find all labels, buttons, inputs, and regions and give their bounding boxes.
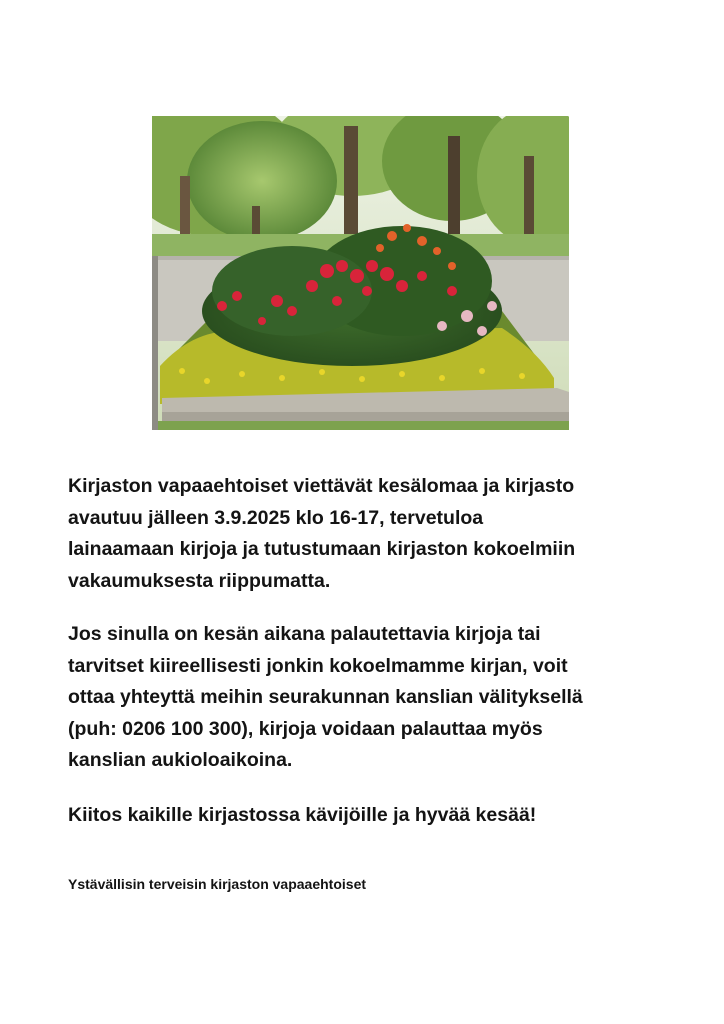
paragraph-line: avautuu jälleen 3.9.2025 klo 16-17, tervetuloa — [68, 506, 484, 529]
flowerbed-photo — [152, 116, 569, 430]
signature: Ystävällisin terveisin kirjaston vapaaehtoiset — [68, 876, 367, 892]
paragraph-line: Kirjaston vapaaehtoiset viettävät kesälomaa ja kirjasto — [68, 475, 575, 497]
paragraph-return-info — [68, 619, 668, 777]
paragraph-line: Kiitos kaikille kirjastossa kävijöille ja hyvää kesää! — [68, 804, 537, 826]
paragraph-reopening-info — [68, 471, 668, 597]
paragraph-thanks — [68, 800, 668, 832]
paragraph-line: vakaumuksesta riippumatta. — [68, 569, 331, 592]
paragraph-line: kanslian aukioloaikoina. — [68, 749, 293, 771]
paragraph-line: (puh: 0206 100 300), kirjoja voidaan palauttaa myös — [68, 717, 543, 740]
paragraph-line: Jos sinulla on kesän aikana palautettavia kirjoja tai — [68, 623, 541, 645]
paragraph-line: tarvitset kiireellisesti jonkin kokoelmamme kirjan, voit — [68, 654, 568, 677]
paragraph-line: lainaamaan kirjoja ja tutustumaan kirjaston kokoelmiin — [68, 538, 576, 560]
paragraph-line: ottaa yhteyttä meihin seurakunnan kanslian välityksellä — [68, 686, 583, 708]
